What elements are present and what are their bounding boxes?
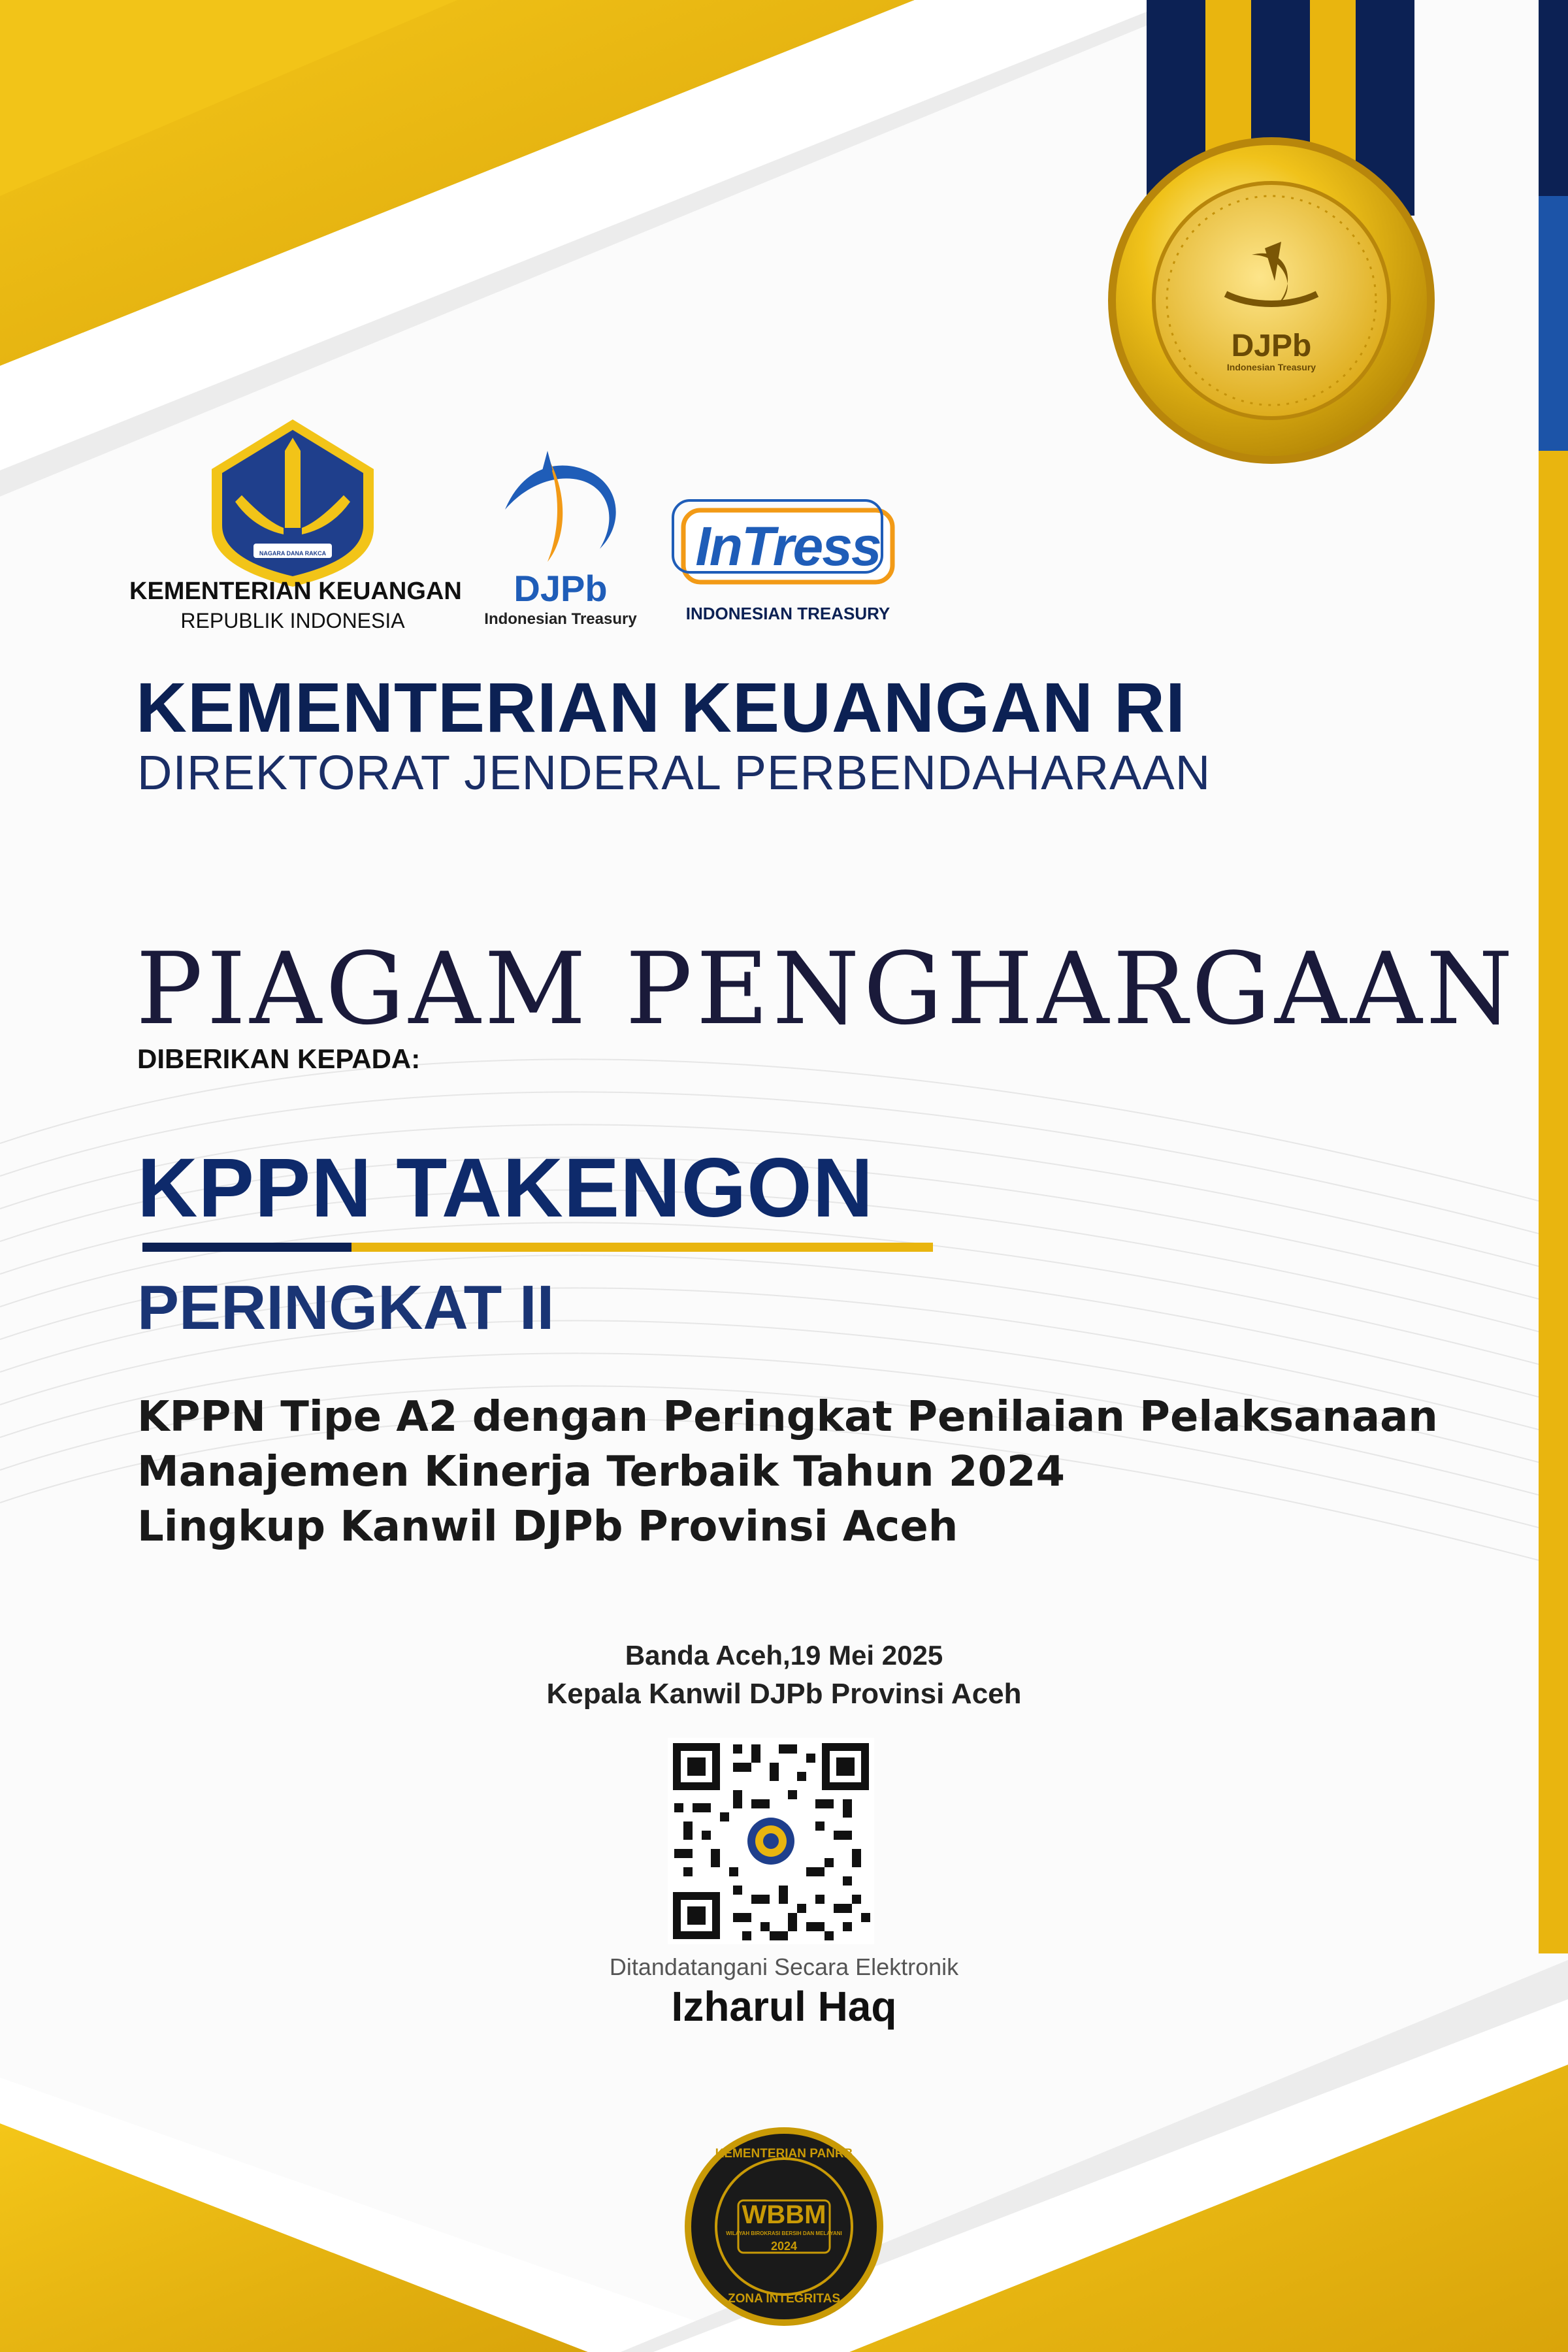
given-to-label: DIBERIKAN KEPADA: xyxy=(137,1043,421,1074)
signature-note: Ditandatangani Secara Elektronik xyxy=(609,1953,959,1980)
recipient-name: KPPN TAKENGON xyxy=(137,1141,874,1235)
header-subtitle: DIREKTORAT JENDERAL PERBENDAHARAAN xyxy=(137,745,1211,800)
kemenkeu-logo-subname: REPUBLIK INDONESIA xyxy=(180,609,405,632)
wbbm-top-text: KEMENTERIAN PANRB xyxy=(715,2147,853,2161)
description-line: Manajemen Kinerja Terbaik Tahun 2024 xyxy=(137,1448,1065,1496)
medal xyxy=(1108,137,1435,464)
underline-navy xyxy=(142,1243,351,1252)
djpb-logo-name: DJPb xyxy=(514,568,608,609)
kemenkeu-emblem xyxy=(212,419,374,587)
description-line: Lingkup Kanwil DJPb Provinsi Aceh xyxy=(137,1503,958,1551)
wbbm-center-text: WBBM xyxy=(742,2200,826,2229)
wbbm-year: 2024 xyxy=(770,2240,798,2253)
kemenkeu-logo-name: KEMENTERIAN KEUANGAN xyxy=(129,578,462,605)
medal-logo-subname: Indonesian Treasury xyxy=(1226,362,1316,372)
kemenkeu-motto: NAGARA DANA RAKCA xyxy=(259,550,327,557)
signer-name: Izharul Haq xyxy=(671,1983,897,2030)
djpb-logo-subname: Indonesian Treasury xyxy=(484,610,637,628)
wbbm-bottom-text: ZONA INTEGRITAS xyxy=(727,2292,841,2306)
signature-place-date: Banda Aceh,19 Mei 2025 xyxy=(625,1640,943,1671)
description-line: KPPN Tipe A2 dengan Peringkat Penilaian Pelaksanaan xyxy=(137,1393,1438,1441)
wbbm-mid-text: WILAYAH BIROKRASI BERSIH DAN MELAYANI xyxy=(726,2230,842,2236)
djpb-logo xyxy=(505,451,616,562)
intress-logo-name: InTress xyxy=(695,515,881,577)
medal-logo-name: DJPb xyxy=(1231,329,1312,363)
intress-logo-subname: INDONESIAN TREASURY xyxy=(685,604,890,623)
signature-role: Kepala Kanwil DJPb Provinsi Aceh xyxy=(546,1678,1022,1710)
certificate-title: PIAGAM PENGHARGAAN xyxy=(136,931,1517,1047)
header-title: KEMENTERIAN KEUANGAN RI xyxy=(136,668,1186,747)
underline-gold xyxy=(351,1243,933,1252)
rank-label: PERINGKAT II xyxy=(137,1273,555,1343)
qr-code xyxy=(668,1738,874,1944)
